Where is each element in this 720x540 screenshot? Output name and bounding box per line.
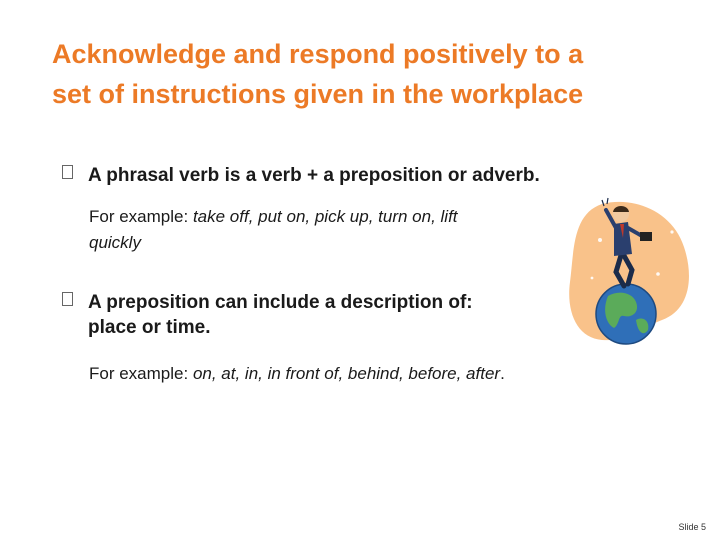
example-prefix: For example: [89,364,193,383]
example-suffix: . [500,364,505,383]
example-words-cont: quickly [89,233,141,252]
title-line-2: set of instructions given in the workplace [52,79,584,109]
example-phrasal-verbs [89,204,569,256]
bullet-line: place or time. [88,317,211,338]
businessman-on-globe-icon [562,192,692,354]
example-prepositions [89,361,649,387]
bullet-line: A preposition can include a description of: [88,292,473,313]
bullet-preposition [62,290,622,342]
bullet-text [88,290,628,340]
bullet-box-icon [62,165,73,179]
example-words: take off, put on, pick up, turn on, lift [192,207,458,226]
bullet-box-icon [62,292,73,306]
slide-number: Slide 5 [678,522,706,532]
slide-title [52,34,692,114]
bullet-line: A phrasal verb is a verb + a preposition or adverb. [88,165,540,186]
example-words: on, at, in, in front of, behind, before, after [192,364,501,383]
bullet-phrasal-verb [62,163,622,191]
title-line-1: Acknowledge and respond positively to a [52,39,584,69]
bullet-text [88,163,628,188]
example-prefix: For example: [89,207,193,226]
